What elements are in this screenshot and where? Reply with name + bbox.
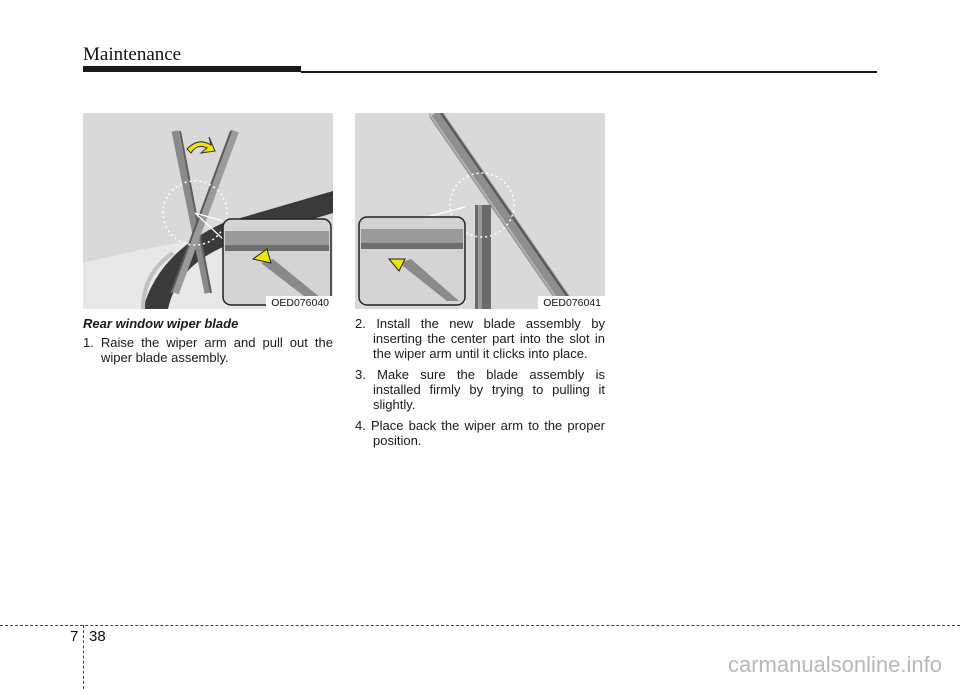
column-right <box>355 316 605 454</box>
footer-rule <box>0 625 960 626</box>
figure-label: OED076040 <box>266 296 333 309</box>
header-rule <box>301 71 877 73</box>
step-3: 3. Make sure the blade assembly is installed firmly by trying to pulling it slightly. <box>355 367 605 412</box>
wiper-raise-illustration <box>83 113 333 309</box>
figure-blade-install <box>355 113 605 309</box>
chapter-number: 7 <box>70 628 79 645</box>
page-number: 38 <box>89 628 106 645</box>
header-bar <box>83 66 301 72</box>
step-4: 4. Place back the wiper arm to the proper position. <box>355 418 605 448</box>
step-1: 1. Raise the wiper arm and pull out the wiper blade assembly. <box>83 335 333 365</box>
figure-label: OED076041 <box>538 296 605 309</box>
figure-wiper-raise <box>83 113 333 309</box>
blade-install-illustration <box>355 113 605 309</box>
section-title: Rear window wiper blade <box>83 316 239 331</box>
watermark: carmanualsonline.info <box>727 652 942 677</box>
header-title: Maintenance <box>83 44 182 65</box>
footer-divider <box>83 625 84 689</box>
column-left <box>83 335 333 371</box>
step-2: 2. Install the new blade assembly by inserting the center part into the slot in the wiper arm until it clicks into place. <box>355 316 605 361</box>
